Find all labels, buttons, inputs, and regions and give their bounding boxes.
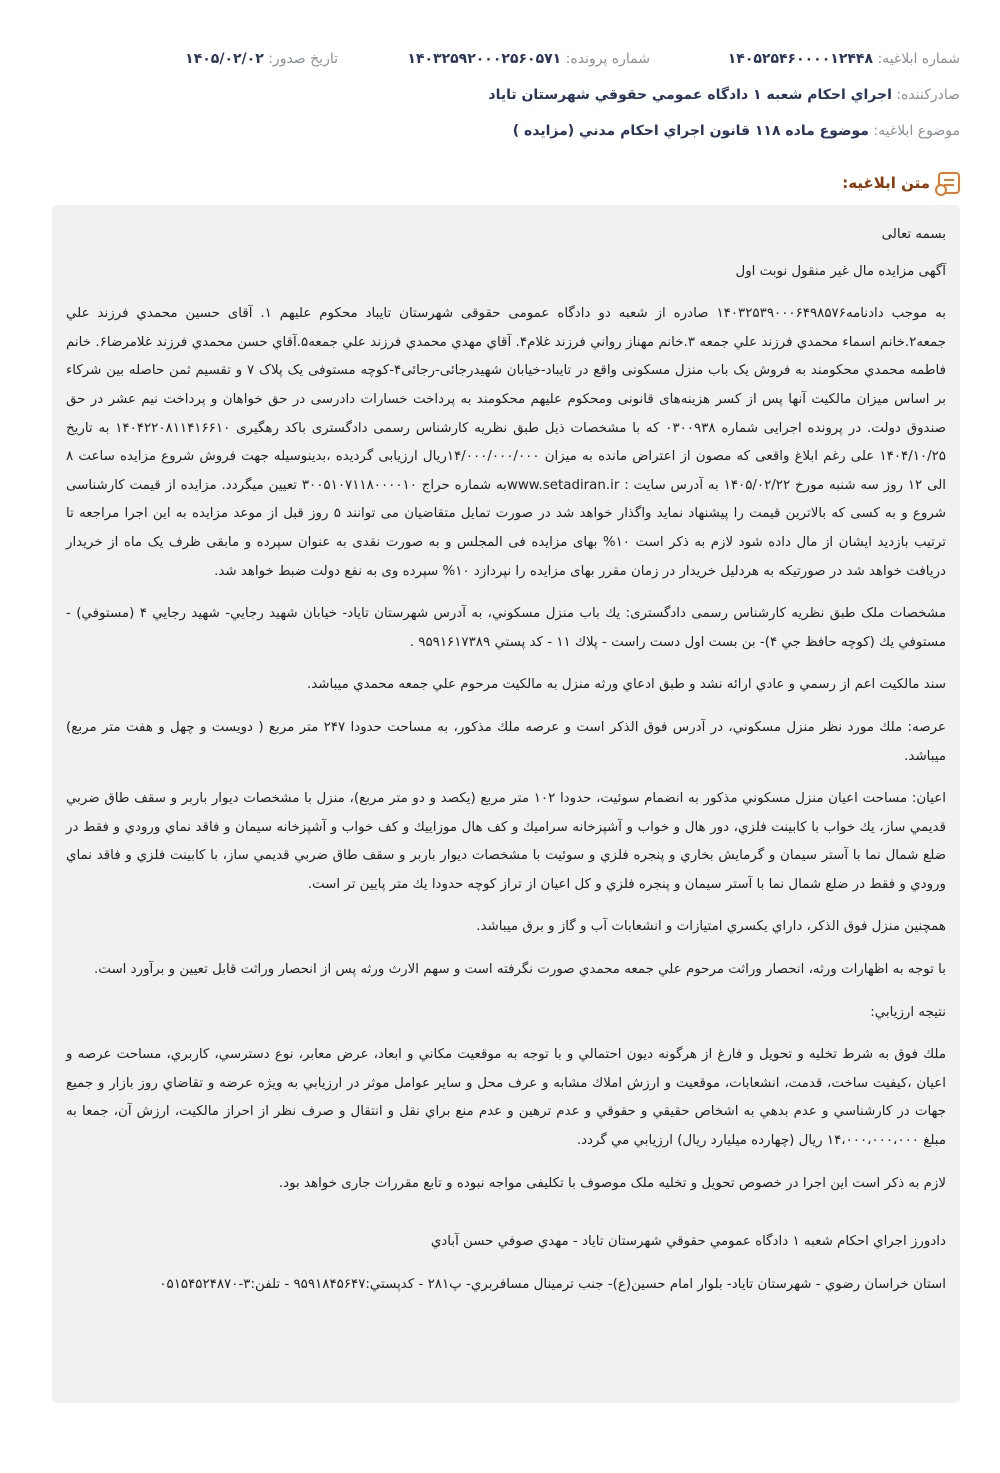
body-paragraph-property: مشخصات ملک طبق نظريه كارشناس رسمی دادگستری: يك باب منزل مسكوني، به آدرس شهرستان تاياد- خيابان شهيد رجايي- شهيد رجايي ۴ (مستوفي) - مستوفي يك (كوچه حافظ جي ۴)- بن بست اول دست راست - پلاك ۱۱ - كد پستي ۹۵۹۱۶۱۷۳۸۹ . — [66, 606, 946, 650]
body-signature: دادورز اجراي احكام شعبه ۱ دادگاه عمومي حقوقي شهرستان تاياد - مهدي صوفي حسن آبادي — [430, 1234, 946, 1250]
document-icon — [938, 172, 960, 194]
meta-row-subject — [40, 118, 960, 144]
meta-row-issuer — [40, 82, 960, 108]
body-paragraph-inheritance: با توجه به اظهارات ورثه، انحصار وراثت مرحوم علي جمعه محمدي صورت نگرفته است و سهم الارث ورثه پس از انحصار وراثت قابل تعيين و برآورد است. — [94, 962, 946, 978]
notice-number — [728, 46, 960, 72]
notice-body-panel — [52, 205, 960, 1403]
notice-text-header — [842, 168, 960, 198]
issuer-label: صادرکننده: — [896, 87, 960, 103]
body-spacer — [66, 1212, 946, 1228]
body-paragraph-utilities: همچنين منزل فوق الذكر، داراي يكسري امتيازات و انشعابات آب و گاز و برق ميباشد. — [476, 919, 946, 935]
notice-number-label: شماره ابلاغیه: — [877, 51, 960, 67]
case-number-value: ۱۴۰۳۲۵۹۲۰۰۰۲۵۶۰۵۷۱ — [407, 51, 562, 67]
body-paragraph-deed: سند مالكيت اعم از رسمي و عادي ارائه نشد و طبق ادعاي ورثه منزل به مالكيت مرحوم علي جمعه محمدي ميباشد. — [307, 677, 946, 693]
body-paragraph-main: به موجب دادنامه۱۴۰۳۲۵۳۹۰۰۰۶۴۹۸۵۷۶ صادره از شعبه دو دادگاه عمومی حقوقی شهرستان تایباد محکوم علیهم ۱. آقای حسین محمدي فرزند علي جمعه۲.خانم اسماء محمدي فرزند علي جمعه ۳.خانم مهناز رواني فرزند غلام۴. آقاي مهدي محمدي فرزند علي جمعه۵.آقاي حسن محمدي فرزند غلامرضا۶. خانم فاطمه محمدي محکومند به فروش یک باب منزل مسکونی واقع در تایباد-خیابان شهیدرجائی-رجائی۴-کوچه مستوفی یک پلاک ۷ و تقسیم ثمن حاصله بین شرکاء بر اساس میزان مالکیت آنها پس از کسر هزینه‌های قانونی ومحکوم علیهم محکومند به پرداخت خسارات دادرسی در حق خواهان و پرداخت نیم عشر در حق صندوق دولت. در پرونده اجرایی شماره ۰۳۰۰۹۳۸ که با مشخصات ذیل طبق نظریه کارشناس رسمی دادگستری باکد رهگیری ۱۴۰۴۲۲۰۸۱۱۴۱۶۶۱۰ به تاریخ ۱۴۰۴/۱۰/۲۵ علی رغم ابلاغ واقعی که مصون از اعتراض مانده به میزان ۱۴/۰۰۰/۰۰۰/۰۰۰ریال ارزیابی گردیده ،بدینوسیله جهت فروش شروع مزایده ساعت ۸ الی ۱۲ روز سه شنبه مورخ ۱۴۰۵/۰۲/۲۲ به آدرس سایت : www.setadiran.irبه شماره حراج ۳۰۰۵۱۰۷۱۱۸۰۰۰۰۱۰ تعیین میگردد. مزایده از قیمت کارشناسی شروع و به کسی که بالاترین قیمت را پیشنهاد نماید واگذار خواهد شد در صورت تمایل متقاضیان می توانند ۵ روز قبل از موعد مزایده به این اجرا مراجعه تا ترتیب بازدید ایشان از مال داده شود لازم به ذکر است ۱۰% بهای مزایده فی المجلس و به صورت نقدی به عنوان سپرده و مابقی ظرف یک ماه از خریدار دریافت خواهد شد در صورتیکه به هردلیل خریدار در زمان مقرر بهای مزایده را نپردازد ۱۰% سپرده وی به نفع دولت ضبط خواهد شد. — [66, 306, 947, 579]
case-number-label: شماره پرونده: — [565, 51, 650, 67]
body-bismillah: بسمه تعالی — [881, 227, 946, 242]
issue-date-value: ۱۴۰۵/۰۲/۰۲ — [185, 51, 264, 67]
issuer-value: اجراي احكام شعبه ۱ دادگاه عمومي حقوقي شهرستان تاياد — [488, 87, 892, 103]
body-paragraph-note: لازم به ذکر است این اجرا در خصوص تحویل و تخلیه ملک موصوف با تکلیفی مواجه نبوده و تابع مقررات جاری خواهد بود. — [278, 1175, 946, 1191]
subject-value: موضوع ماده ۱۱۸ قانون اجراي احكام مدني (مزايده ) — [512, 123, 869, 139]
notice-number-value: ۱۴۰۵۲۵۴۶۰۰۰۰۱۲۴۴۸ — [727, 51, 873, 67]
body-paragraph-building: اعيان: مساحت اعيان منزل مسكوني مذكور به انضمام سوئيت، حدودا ۱۰۲ متر مربع (يكصد و دو متر مربع)، منزل با مشخصات ديوار باربر و سقف طاق ضربي قديمي ساز، يك خواب با كابينت فلزي، دور هال و خواب و آشپزخانه سراميك و كف هال موزاييك و كف خواب و آشپزخانه سيمان و فاقد نماي ورودي و فقط در ضلع شمال نما با آستر سيمان و گرمايش بخاري و پنجره فلزي و سوئيت با مشخصات ديوار باربر و سقف طاق ضربي قديمي ساز، با كابينت فلزي و فاقد نماي ورودي و فقط در ضلع شمال نما با آستر سيمان و پنجره فلزي و كل اعيان از تراز كوچه حدودا يك متر پايين تر است. — [66, 791, 946, 892]
issue-date — [185, 46, 338, 72]
case-number — [407, 46, 650, 72]
notice-text-title: متن ابلاغیه: — [842, 174, 930, 192]
meta-row-numbers — [40, 46, 960, 72]
body-paragraph-result-heading: نتيجه ارزيابي: — [870, 1004, 946, 1020]
body-heading: آگهی مزایده مال غیر منقول نوبت اول — [735, 263, 946, 279]
body-address: استان خراسان رضوي - شهرستان تاياد- بلوار امام حسين(ع)- جنب ترمينال مسافربري- پ۲۸۱ - كدپستي:۹۵۹۱۸۴۵۶۴۷ - تلفن:۳-۰۵۱۵۴۵۲۴۸۷۰ — [159, 1276, 946, 1292]
body-paragraph-valuation: ملك فوق به شرط تخليه و تحويل و فارغ از هرگونه ديون احتمالي و با توجه به موقعيت مكاني و ابعاد، عرض معابر، نوع دسترسي، كاربري، مساحت عرصه و اعيان ،كيفيت ساخت، قدمت، انشعابات، موقعيت و ارزش املاك مشابه و عرف محل و ساير عوامل موثر در ارزيابي به ويژه عرضه و تقاضاي روز بازار و جميع جهات در كارشناسي و عدم بدهي به اشخاص حقيقي و حقوقي و عدم ترهين و عدم منع براي نقل و انتقال و صرف نظر از احراز مالكيت، ارزش آن، جمعا به مبلغ ۱۴،۰۰۰،۰۰۰،۰۰۰ ريال (چهارده ميليارد ريال) ارزيابي مي گردد. — [66, 1047, 946, 1149]
issue-date-label: تاریخ صدور: — [268, 51, 338, 67]
body-paragraph-land: عرصه: ملك مورد نظر منزل مسكوني، در آدرس فوق الذكر است و عرصه ملك مذكور، به مساحت حدودا ۲۴۷ متر مربع ( دويست و چهل و هفت متر مربع) ميباشد. — [66, 719, 946, 764]
subject-label: موضوع ابلاغیه: — [873, 123, 960, 139]
